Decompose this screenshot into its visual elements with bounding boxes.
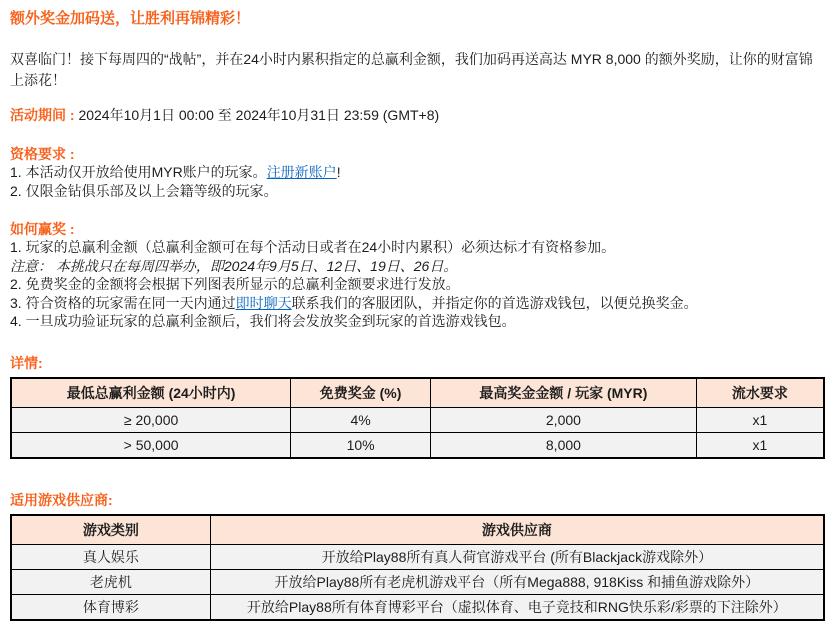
- how-to-win-item-3-text: 3. 符合资格的玩家需在同一天内通过: [10, 294, 236, 311]
- details-header-free-bonus: 免费奖金 (%): [291, 378, 431, 408]
- providers-table-row: [11, 569, 824, 594]
- providers-header-category: 游戏类别: [11, 515, 210, 545]
- providers-cell-category: 体育博彩: [11, 594, 210, 620]
- providers-header-row: [11, 515, 824, 545]
- how-to-win-item-3: [10, 294, 825, 313]
- period-value: 2024年10月1日 00:00 至 2024年10月31日 23:59 (GMT+8): [78, 107, 440, 123]
- details-header-turnover: 流水要求: [696, 378, 824, 408]
- providers-cell-detail: 开放给Play88所有真人荷官游戏平台 (所有Blackjack游戏除外）: [210, 544, 824, 569]
- providers-cell-detail: 开放给Play88所有体育博彩平台（虚拟体育、电子竞技和RNG快乐彩/彩票的下注除外）: [210, 594, 824, 620]
- how-to-win-item-2: 2. 免费奖金的金额将会根据下列图表所显示的总赢利金额要求进行发放。: [10, 276, 460, 292]
- providers-table: [10, 514, 825, 621]
- providers-cell-detail: 开放给Play88所有老虎机游戏平台（所有Mega888, 918Kiss 和捕鱼游戏除外）: [210, 569, 824, 594]
- providers-cell-category: 真人娱乐: [11, 544, 210, 569]
- providers-heading: 适用游戏供应商:: [10, 491, 113, 508]
- details-header-max-bonus: 最高奖金金额 / 玩家 (MYR): [431, 378, 697, 408]
- providers-header-provider: 游戏供应商: [210, 515, 824, 545]
- providers-table-row: [11, 594, 824, 620]
- details-table: [10, 377, 825, 459]
- how-to-win-item-3-suffix: 联系我们的客服团队，并指定你的首选游戏钱包，以便兑换奖金。: [291, 294, 698, 311]
- details-cell: ≥ 20,000: [11, 407, 291, 432]
- how-to-win-note: 注意： 本挑战只在每周四举办，即2024年9月5日、12日、19日、26日。: [10, 257, 458, 274]
- details-heading: 详情:: [10, 354, 43, 371]
- details-cell: 2,000: [431, 407, 697, 432]
- eligibility-heading: 资格要求 :: [10, 146, 75, 162]
- details-cell: x1: [696, 407, 824, 432]
- how-to-win-heading: 如何赢奖 :: [10, 221, 75, 237]
- page-title: 额外奖金加码送，让胜利再锦精彩！: [10, 10, 251, 27]
- providers-cell-category: 老虎机: [11, 569, 210, 594]
- details-cell: 10%: [291, 432, 431, 458]
- how-to-win-item-1: 1. 玩家的总赢利金额（总赢利金额可在每个活动日或者在24小时内累积）必须达标才有资格参加。: [10, 239, 616, 255]
- how-to-win-item-4: 4. 一旦成功验证玩家的总赢利金额后，我们将会发放奖金到玩家的首选游戏钱包。: [10, 313, 516, 329]
- register-account-link[interactable]: 注册新账户: [266, 164, 337, 180]
- details-cell: x1: [696, 432, 824, 458]
- eligibility-item-1-suffix: !: [336, 164, 341, 180]
- details-header-row: [11, 378, 824, 408]
- eligibility-item-1-text: 1. 本活动仅开放给使用MYR账户的玩家。: [10, 164, 267, 180]
- eligibility-item-2: 2. 仅限金钻俱乐部及以上会籍等级的玩家。: [10, 182, 278, 199]
- details-cell: 8,000: [431, 432, 697, 458]
- details-cell: 4%: [291, 407, 431, 432]
- live-chat-link[interactable]: 即时聊天: [235, 294, 292, 311]
- details-cell: > 50,000: [11, 432, 291, 458]
- providers-table-row: [11, 544, 824, 569]
- details-header-min-winnings: 最低总赢利金额 (24小时内): [11, 378, 291, 408]
- period-label: 活动期间 :: [10, 107, 79, 123]
- details-table-row: [11, 432, 824, 458]
- intro-paragraph: 双喜临门！接下每周四的“战帖”，并在24小时内累积指定的总赢利金额，我们加码再送高达 MYR 8,000 的额外奖励，让你的财富锦上添花！: [10, 51, 813, 88]
- eligibility-item-1: [10, 163, 825, 182]
- period-line: [10, 106, 825, 124]
- details-table-row: [11, 407, 824, 432]
